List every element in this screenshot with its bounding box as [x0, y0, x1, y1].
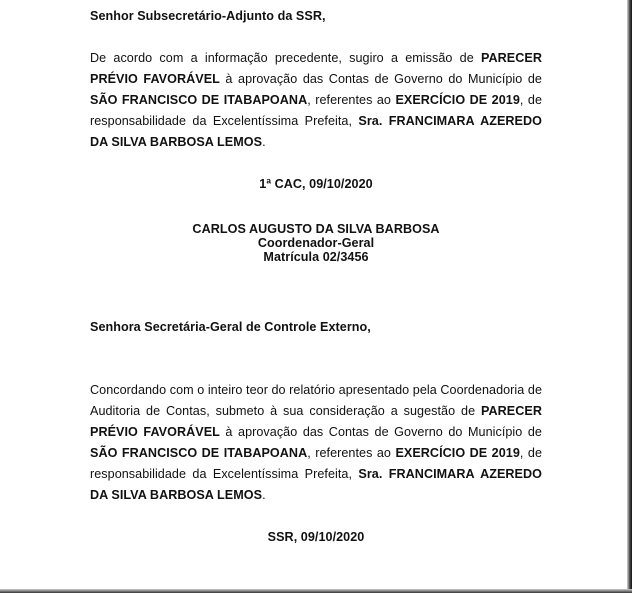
memo1-salutation: Senhor Subsecretário-Adjunto da SSR,: [90, 9, 326, 23]
signer-registration: Matrícula 02/3456: [263, 250, 369, 264]
memo2-opinion: PARECER PRÉVIO FAVORÁVEL: [90, 404, 542, 439]
memo2-text-4: , de responsabilidade da Excelentíssima Prefeita,: [90, 446, 542, 481]
memo2-text-3: , referentes ao: [307, 446, 396, 460]
memo1-opinion: PARECER PRÉVIO FAVORÁVEL: [90, 51, 542, 86]
memo2-dateline: SSR, 09/10/2020: [267, 530, 365, 544]
memo1-dateline: 1ª CAC, 09/10/2020: [259, 177, 373, 191]
memo1-signature-block: [90, 222, 542, 264]
memo2-text-5: .: [262, 488, 266, 502]
memo1-paragraph: [90, 48, 542, 153]
scan-edge-right: [627, 0, 632, 593]
memo1-municipality: SÃO FRANCISCO DE ITABAPOANA: [90, 93, 308, 107]
signer-title: Coordenador-Geral: [257, 236, 375, 250]
signer-name: CARLOS AUGUSTO DA SILVA BARBOSA: [192, 222, 440, 236]
memo1-text-1: De acordo com a informação precedente, sugiro a emissão de: [90, 51, 481, 65]
memo2-text-1: Concordando com o inteiro teor do relatório apresentado pela Coordenadoria de Auditoria de Contas, submeto à sua consideração a sugestão de: [90, 383, 542, 418]
memo2-text-2: à aprovação das Contas de Governo do Município de: [219, 425, 542, 439]
memo1-text-5: .: [262, 135, 266, 149]
memo1-text-3: , referentes ao: [307, 93, 396, 107]
memo2-municipality: SÃO FRANCISCO DE ITABAPOANA: [90, 446, 308, 460]
document-page: [90, 6, 542, 548]
memo1-text-4: , de responsabilidade da Excelentíssima Prefeita,: [90, 93, 542, 128]
memo2-mayor: Sra. FRANCIMARA AZEREDO DA SILVA BARBOSA LEMOS: [90, 467, 542, 502]
scan-edge-bottom: [0, 589, 632, 593]
memo2-salutation: Senhora Secretária-Geral de Controle Externo,: [90, 320, 371, 334]
memo1-fiscal-year: EXERCÍCIO DE 2019: [395, 93, 520, 107]
memo1-text-2: à aprovação das Contas de Governo do Município de: [219, 72, 542, 86]
memo2-fiscal-year: EXERCÍCIO DE 2019: [395, 446, 520, 460]
memo1-mayor: Sra. FRANCIMARA AZEREDO DA SILVA BARBOSA LEMOS: [90, 114, 542, 149]
memo2-paragraph: [90, 380, 542, 506]
